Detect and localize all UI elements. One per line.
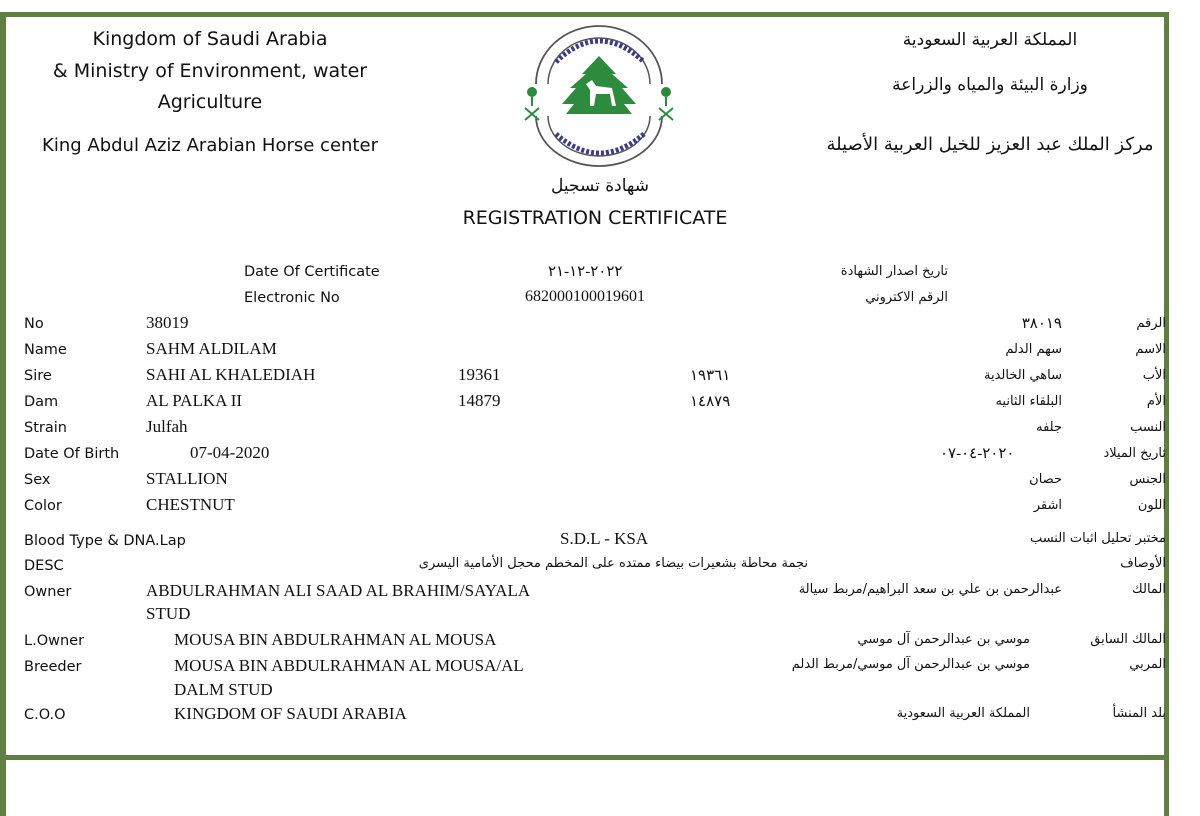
blood-type-value: S.D.L - KSA bbox=[560, 529, 649, 548]
sex-value-ar: حصان bbox=[1029, 472, 1062, 487]
header-agriculture-en: Agriculture bbox=[157, 91, 263, 113]
header-ministry-ar: وزارة البيئة والمياه والزراعة bbox=[892, 75, 1088, 95]
breeder-label: Breeder bbox=[24, 659, 82, 675]
desc-value-ar: نجمة محاطة بشعيرات بيضاء ممتده على المخطم محجل الأمامية اليسرى bbox=[418, 556, 808, 571]
dam-label-ar: الأم bbox=[1146, 394, 1166, 409]
coo-label-ar: بلد المنشأ bbox=[1112, 706, 1166, 721]
color-label-ar: اللون bbox=[1137, 498, 1166, 513]
dam-label: Dam bbox=[24, 394, 59, 410]
strain-value: Julfah bbox=[146, 417, 188, 436]
date-of-certificate-value: ٢٠٢٢-١٢-٢١ bbox=[548, 264, 623, 280]
no-label: No bbox=[24, 316, 44, 332]
lowner-value-ar: موسي بن عبدالرحمن آل موسي bbox=[857, 632, 1030, 647]
header-center-ar: مركز الملك عبد العزيز للخيل العربية الأصيلة bbox=[826, 134, 1154, 155]
ministry-seal-horse-palm-logo-icon bbox=[516, 22, 682, 172]
strain-value-ar: جلفه bbox=[1036, 420, 1062, 435]
strain-label: Strain bbox=[24, 420, 67, 436]
breeder-value-line1: MOUSA BIN ABDULRAHMAN AL MOUSA/AL bbox=[174, 656, 524, 675]
owner-value-ar: عبدالرحمن بن علي بن سعد البراهيم/مربط سيالة bbox=[798, 582, 1062, 597]
owner-label: Owner bbox=[24, 584, 72, 600]
coo-value-ar: المملكة العربية السعودية bbox=[896, 706, 1030, 721]
coo-label: C.O.O bbox=[24, 707, 66, 723]
dam-value-ar: البلقاء الثانيه bbox=[995, 394, 1062, 409]
electronic-no-label-ar: الرقم الاكتروني bbox=[865, 290, 948, 305]
sire-label: Sire bbox=[24, 368, 52, 384]
no-label-ar: الرقم bbox=[1136, 316, 1166, 331]
dob-value-ar: ٢٠٢٠-٠٤-٠٧ bbox=[940, 446, 1015, 462]
sex-label: Sex bbox=[24, 472, 51, 488]
coo-value: KINGDOM OF SAUDI ARABIA bbox=[174, 704, 407, 723]
lowner-value: MOUSA BIN ABDULRAHMAN AL MOUSA bbox=[174, 630, 497, 649]
breeder-value-ar: موسي بن عبدالرحمن آل موسي/مربط الدلم bbox=[791, 657, 1030, 672]
date-of-certificate-label: Date Of Certificate bbox=[244, 264, 380, 280]
sire-reg-no: 19361 bbox=[458, 365, 501, 384]
no-value: 38019 bbox=[146, 313, 189, 332]
header-kingdom-en: Kingdom of Saudi Arabia bbox=[92, 28, 328, 50]
sire-label-ar: الأب bbox=[1142, 368, 1166, 383]
name-value: SAHM ALDILAM bbox=[146, 339, 277, 358]
desc-label-ar: الأوصاف bbox=[1120, 556, 1166, 571]
no-value-ar: ٣٨٠١٩ bbox=[1021, 316, 1062, 332]
owner-label-ar: المالك bbox=[1132, 582, 1166, 597]
blood-type-label: Blood Type & DNA.Lap bbox=[24, 533, 186, 549]
dam-value: AL PALKA II bbox=[146, 391, 243, 410]
owner-value-line1: ABDULRAHMAN ALI SAAD AL BRAHIM/SAYALA bbox=[146, 581, 531, 600]
owner-value-line2: STUD bbox=[146, 604, 191, 623]
dob-value: 07-04-2020 bbox=[190, 443, 270, 462]
electronic-no-value: 682000100019601 bbox=[525, 288, 645, 305]
sex-value: STALLION bbox=[146, 469, 228, 488]
desc-label: DESC bbox=[24, 558, 64, 574]
dam-reg-no: 14879 bbox=[458, 391, 501, 410]
header-kingdom-ar: المملكة العربية السعودية bbox=[902, 30, 1078, 50]
name-label-ar: الاسم bbox=[1135, 342, 1166, 357]
title-ar: شهادة تسجيل bbox=[550, 176, 649, 196]
name-label: Name bbox=[24, 342, 67, 358]
header-center-en: King Abdul Aziz Arabian Horse center bbox=[42, 135, 378, 156]
strain-label-ar: النسب bbox=[1130, 420, 1166, 435]
color-label: Color bbox=[24, 498, 62, 514]
dob-label-ar: تاريخ الميلاد bbox=[1103, 446, 1166, 461]
blood-type-label-ar: مختبر تحليل اثبات النسب bbox=[1029, 531, 1166, 546]
header-ministry-en: & Ministry of Environment, water bbox=[52, 60, 368, 82]
sire-value: SAHI AL KHALEDIAH bbox=[146, 365, 316, 384]
sex-label-ar: الجنس bbox=[1129, 472, 1166, 487]
color-value-ar: اشقر bbox=[1033, 498, 1062, 513]
breeder-label-ar: المربي bbox=[1129, 657, 1166, 672]
lowner-label-ar: المالك السابق bbox=[1090, 632, 1166, 647]
dam-reg-no-ar: ١٤٨٧٩ bbox=[690, 394, 731, 410]
next-page-border bbox=[0, 756, 1169, 816]
date-of-certificate-label-ar: تاريخ اصدار الشهادة bbox=[840, 264, 948, 279]
title-en: REGISTRATION CERTIFICATE bbox=[462, 207, 728, 229]
electronic-no-label: Electronic No bbox=[244, 290, 340, 306]
name-value-ar: سهم الدلم bbox=[1005, 342, 1062, 357]
dob-label: Date Of Birth bbox=[24, 446, 120, 462]
breeder-value-line2: DALM STUD bbox=[174, 680, 273, 699]
lowner-label: L.Owner bbox=[24, 633, 85, 649]
sire-value-ar: ساهي الخالدية bbox=[984, 368, 1062, 383]
sire-reg-no-ar: ١٩٣٦١ bbox=[690, 368, 731, 384]
color-value: CHESTNUT bbox=[146, 495, 235, 514]
